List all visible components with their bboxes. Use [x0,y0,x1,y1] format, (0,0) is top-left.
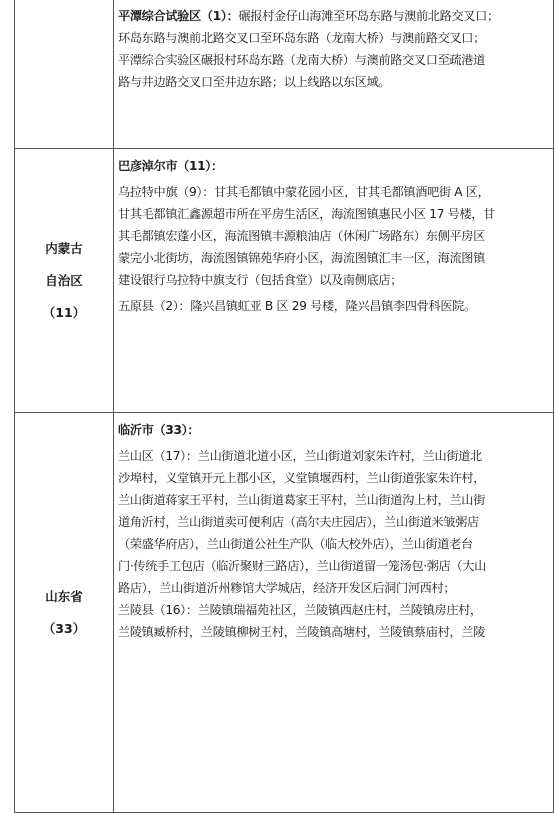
city-heading: 巴彦淖尔市（11）： [118,159,223,173]
district-heading: 平潭综合试验区（1）： [118,9,239,23]
region-name-line: 自治区 [45,272,83,288]
area-line: 兰陵镇臧桥村，兰陵镇柳树王村，兰陵镇高塘村，兰陵镇蔡庙村，兰陵 [118,625,485,639]
area-list-cell [114,413,554,813]
region-name-line: 山东省 [45,588,83,604]
area-line: 五原县（2）：隆兴昌镇虹亚 B 区 29 号楼，隆兴昌镇李四骨科医院。 [118,299,476,313]
table-row [15,149,554,413]
area-line: 乌拉特中旗（9）：甘其毛都镇中蒙花园小区，甘其毛都镇酒吧街 A 区， [118,185,490,199]
area-line: 甘其毛都镇汇鑫源超市所在平房生活区，海流图镇惠民小区 17 号楼，甘 [118,207,495,221]
area-line: （荣盛华府店），兰山街道公社生产队（临大校外店），兰山街道老台 [118,537,473,551]
area-paragraph [118,181,550,291]
region-name-line: （33） [42,620,86,636]
city-heading: 临沂市（33）： [118,423,200,437]
table-body [15,0,554,813]
region-cell [15,413,114,813]
area-paragraph [118,295,550,317]
area-line: 路与井边路交叉口至井边东路；以上线路以东区域。 [118,75,391,89]
region-name-line: 内蒙古 [45,240,83,256]
risk-area-table [14,0,554,813]
table-row [15,0,554,149]
area-line: 路店），兰山街道沂州糁馆大学城店，经济开发区后洞门河西村； [118,581,456,595]
area-line [118,5,550,27]
area-line: 平潭综合实验区碾报村环岛东路（龙南大桥）与澳前路交叉口至疏港道 [118,53,485,67]
area-line: 其毛都镇宏蓬小区，海流图镇丰源粮油店（休闲广场路东）东侧平房区 [118,229,485,243]
area-line: 建设银行乌拉特中旗支行（包括食堂）以及南侧底店； [118,273,403,287]
area-line: 兰山区（17）：兰山街道北道小区，兰山街道刘家朱许村，兰山街道北 [118,449,482,463]
region-name-line: （11） [42,304,86,320]
area-line: 兰山街道蒋家王平村，兰山街道葛家王平村，兰山街道沟上村，兰山街 [118,493,485,507]
area-text: 碾报村金仔山海滩至环岛东路与澳前北路交叉口； [238,9,499,23]
area-paragraph [118,155,550,177]
area-paragraph [118,419,550,441]
area-line: 兰陵县（16）：兰陵镇瑞福苑社区，兰陵镇西赵庄村，兰陵镇房庄村， [118,603,482,617]
area-paragraph [118,445,550,643]
area-line: 蒙完小北街坊，海流图镇锦苑华府小区，海流图镇汇丰一区，海流图镇 [118,251,485,265]
region-cell [15,149,114,413]
area-line: 沙埠村，义堂镇开元上郡小区，义堂镇堰西村，兰山街道张家朱许村， [118,471,485,485]
area-list-cell [114,149,554,413]
area-paragraph [118,5,550,93]
area-list-cell [114,0,554,149]
area-line: 门·传统手工包店（临沂聚财三路店），兰山街道留一笼汤包·粥店（大山 [118,559,486,573]
area-line: 环岛东路与澳前北路交叉口至环岛东路（龙南大桥）与澳前路交叉口； [118,31,485,45]
table-row [15,413,554,813]
area-line: 道角沂村，兰山街道卖可便利店（高尔夫庄园店），兰山街道米皱粥店 [118,515,479,529]
region-cell [15,0,114,149]
